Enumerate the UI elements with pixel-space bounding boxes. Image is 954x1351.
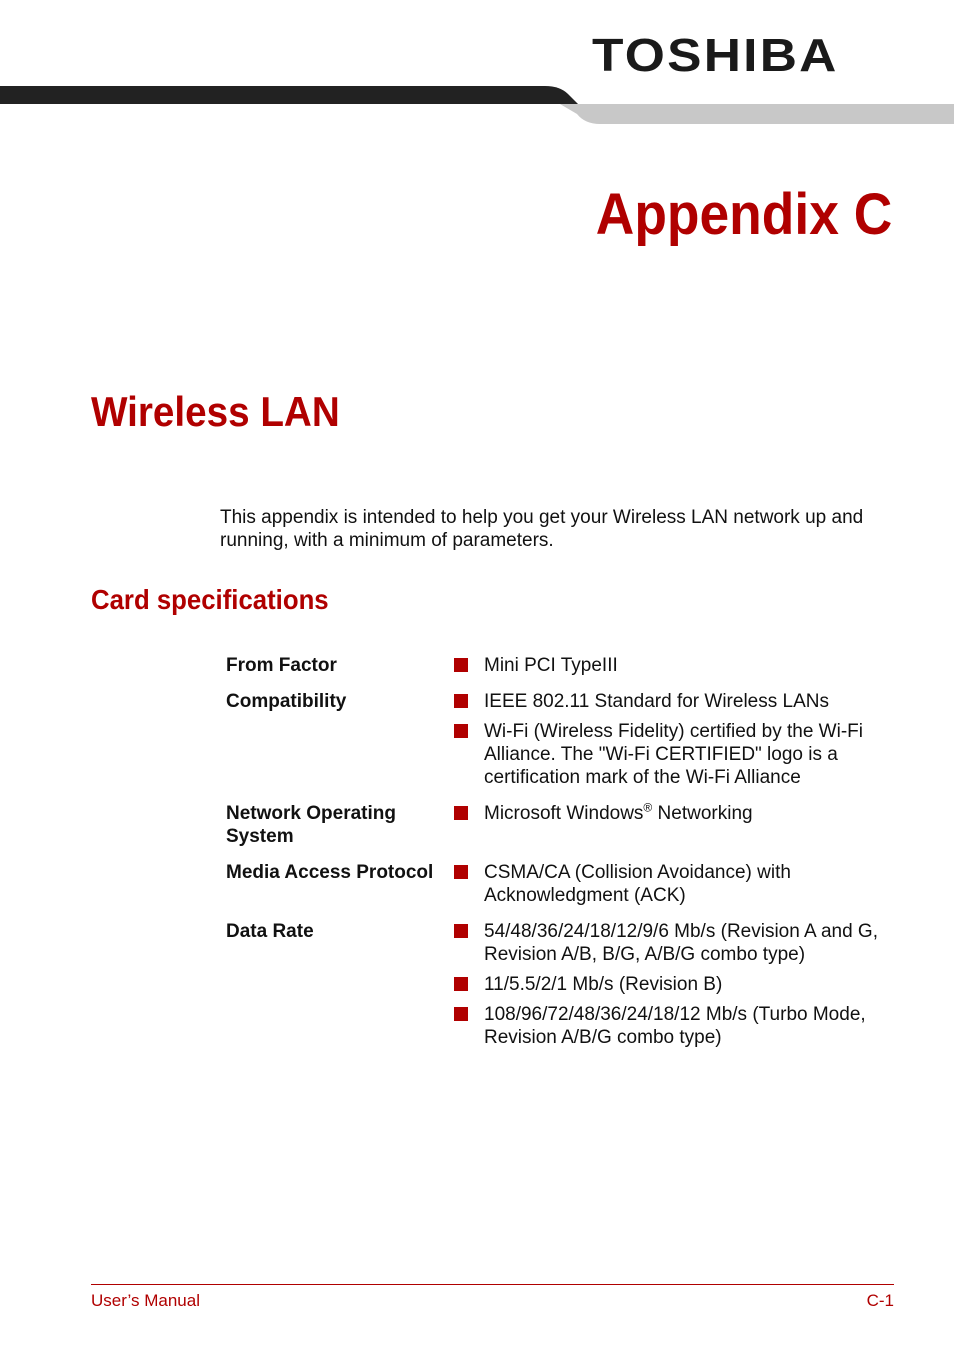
spec-values xyxy=(454,861,896,907)
bullet-square-icon xyxy=(454,654,484,677)
bullet-square-icon xyxy=(454,973,484,996)
subsection-title: Card specifications xyxy=(91,584,329,615)
bullet-square-icon xyxy=(454,861,484,907)
spec-value xyxy=(484,802,896,825)
header-band xyxy=(0,84,954,128)
footer-page-number: C-1 xyxy=(866,1291,894,1310)
appendix-title: Appendix C xyxy=(595,182,892,247)
spec-bullet-item xyxy=(454,802,896,825)
spec-value-post: Networking xyxy=(652,803,753,824)
spec-value: CSMA/CA (Collision Avoidance) with Acknowledgment (ACK) xyxy=(484,862,791,906)
spec-row-media-access xyxy=(226,861,896,907)
spec-bullet-item xyxy=(454,720,896,789)
spec-value: 108/96/72/48/36/24/18/12 Mb/s (Turbo Mode, Revision A/B/G combo type) xyxy=(484,1004,866,1048)
spec-label: Media Access Protocol xyxy=(226,862,434,883)
spec-label: From Factor xyxy=(226,655,337,676)
spec-table xyxy=(226,654,896,1062)
spec-value: 11/5.5/2/1 Mb/s (Revision B) xyxy=(484,974,723,995)
spec-value-pre: Microsoft Windows xyxy=(484,803,644,824)
header-band-light xyxy=(560,104,954,124)
spec-row-compatibility xyxy=(226,690,896,789)
header-band-dark xyxy=(0,86,578,104)
spec-row-data-rate xyxy=(226,920,896,1049)
spec-value: Mini PCI TypeIII xyxy=(484,655,618,676)
spec-bullet-item xyxy=(454,1003,896,1049)
bullet-square-icon xyxy=(454,690,484,713)
spec-values xyxy=(454,802,896,848)
spec-bullet-item xyxy=(454,690,896,713)
section-title: Wireless LAN xyxy=(91,388,340,435)
bullet-square-icon xyxy=(454,1003,484,1049)
spec-bullet-item xyxy=(454,920,896,966)
spec-label: Data Rate xyxy=(226,921,314,942)
spec-row-network-os xyxy=(226,802,896,848)
spec-row-form-factor xyxy=(226,654,896,677)
spec-values xyxy=(454,690,896,789)
intro-paragraph: This appendix is intended to help you get your Wireless LAN network up and running, with a minimum of parameters. xyxy=(220,507,864,551)
spec-bullet-item xyxy=(454,654,896,677)
bullet-square-icon xyxy=(454,802,484,825)
spec-bullet-item xyxy=(454,861,896,907)
spec-values xyxy=(454,654,896,677)
spec-value: IEEE 802.11 Standard for Wireless LANs xyxy=(484,691,829,712)
footer-manual-label: User’s Manual xyxy=(91,1291,200,1310)
bullet-square-icon xyxy=(454,720,484,789)
spec-label: Compatibility xyxy=(226,691,347,712)
spec-bullet-item xyxy=(454,973,896,996)
spec-label: Network Operating System xyxy=(226,803,396,847)
registered-mark: ® xyxy=(643,800,653,815)
toshiba-logo: TOSHIBA xyxy=(592,29,839,81)
spec-values xyxy=(454,920,896,1049)
bullet-square-icon xyxy=(454,920,484,966)
spec-value: 54/48/36/24/18/12/9/6 Mb/s (Revision A and G, Revision A/B, B/G, A/B/G combo type) xyxy=(484,921,878,965)
spec-value: Wi-Fi (Wireless Fidelity) certified by the Wi-Fi Alliance. The "Wi-Fi CERTIFIED" logo is a certification mark of the Wi-Fi Alliance xyxy=(484,721,863,788)
footer-divider xyxy=(91,1284,894,1285)
